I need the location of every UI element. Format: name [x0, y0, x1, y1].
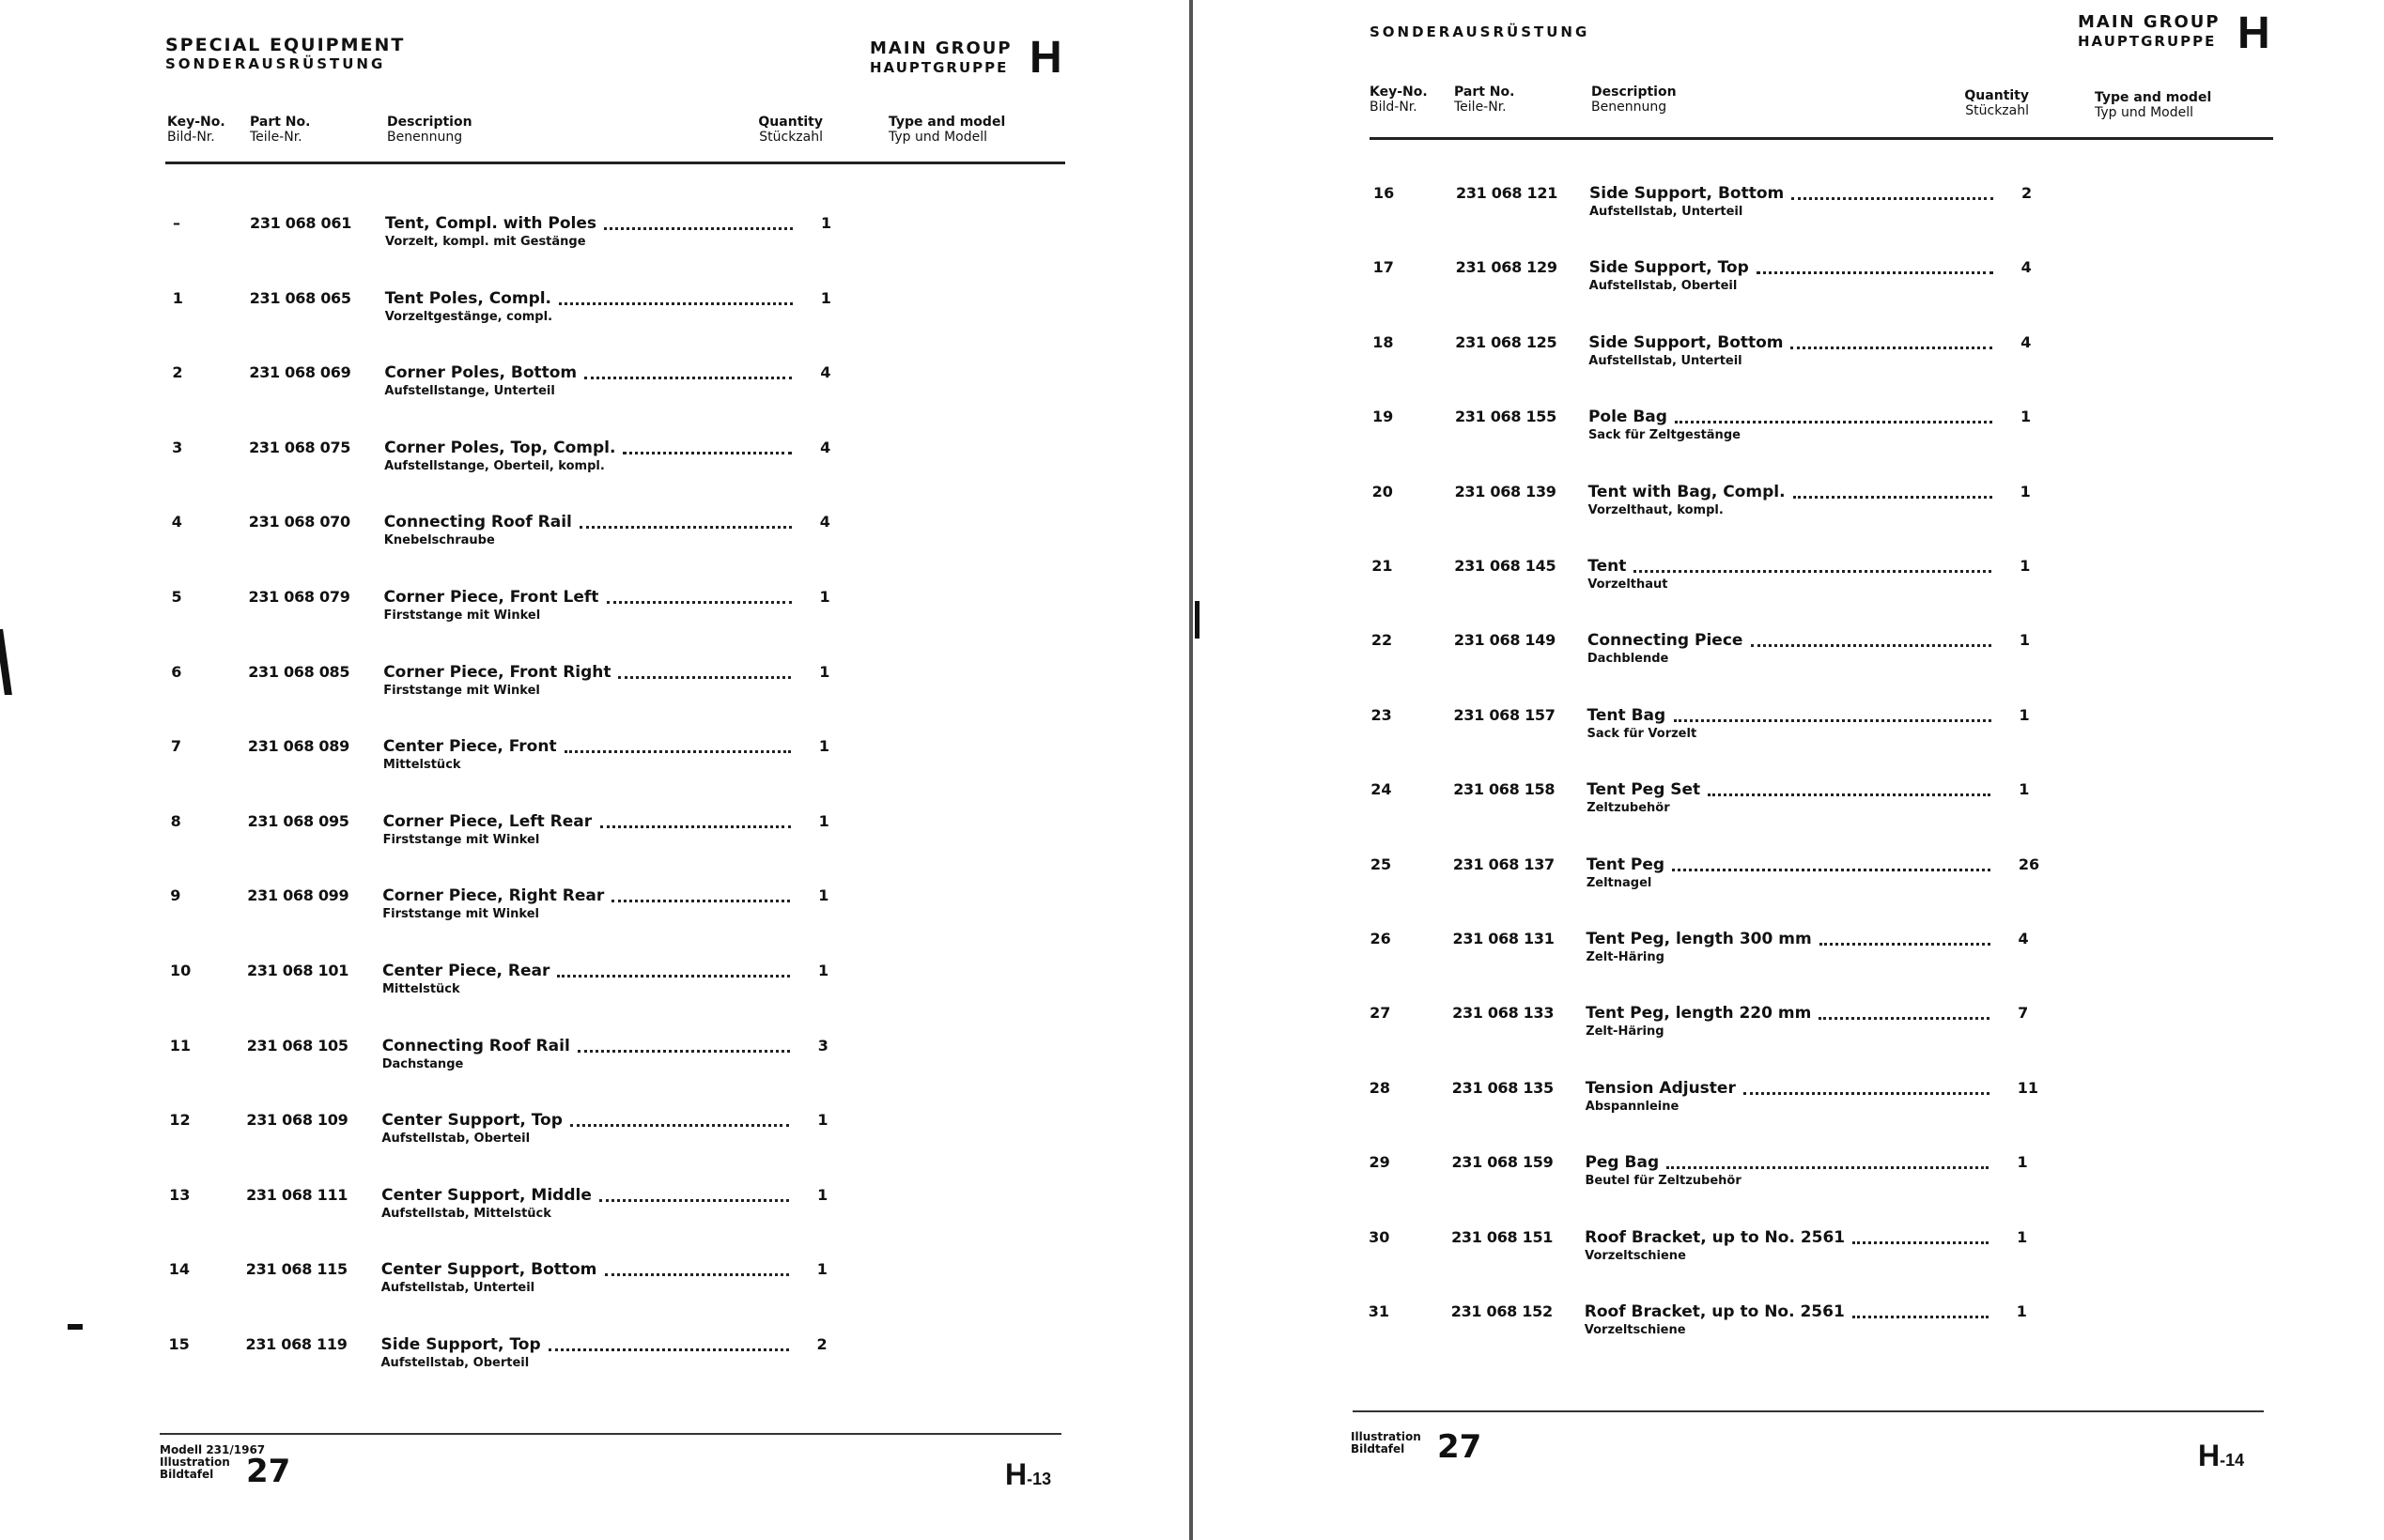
illustration-label-de: Bildtafel [160, 1468, 214, 1481]
key-number: 8 [170, 811, 181, 830]
part-number: 231 068 089 [247, 737, 349, 756]
description-en: Side Support, Bottom [1588, 332, 1784, 352]
table-row [172, 439, 1017, 495]
model-label: Modell 231/1967 [160, 1443, 266, 1456]
part-number: 231 068 119 [245, 1335, 348, 1353]
col-description: Description Benennung [1591, 85, 1677, 115]
scan-mark [68, 1324, 83, 1330]
key-number: 14 [168, 1260, 191, 1279]
key-number: 16 [1373, 184, 1395, 202]
key-number: 3 [172, 438, 183, 456]
description-de: Zeltnagel [1586, 875, 1652, 890]
footer-model [1351, 1431, 1421, 1455]
dot-leader [599, 1199, 789, 1202]
description-de: Vorzelt, kompl. mit Gestänge [385, 235, 586, 249]
quantity: 1 [2019, 631, 2031, 650]
table-row [169, 1186, 1014, 1242]
table-row [172, 513, 1017, 569]
table-row [170, 962, 1015, 1018]
table-row [169, 1111, 1014, 1167]
col-quantity: Quantity Stückzahl [1964, 88, 2029, 118]
key-number: 1 [172, 288, 183, 307]
table-row [1372, 333, 2218, 390]
section-title-de: SONDERAUSRÜSTUNG [165, 55, 386, 72]
quantity: 4 [819, 513, 830, 531]
part-number: 231 068 061 [250, 214, 352, 232]
illustration-label-de: Bildtafel [1351, 1442, 1405, 1455]
part-number: 231 068 149 [1453, 631, 1556, 650]
table-row [172, 363, 1017, 420]
part-number: 231 068 155 [1454, 408, 1556, 426]
dot-leader [600, 825, 791, 828]
description-en: Center Support, Top [381, 1111, 563, 1131]
key-number: 26 [1370, 930, 1391, 947]
description-en: Corner Piece, Front Right [383, 662, 611, 682]
key-number: 15 [168, 1335, 190, 1353]
quantity: 1 [2017, 1153, 2028, 1172]
description-en: Tent Peg Set [1587, 780, 1701, 800]
main-group-de: HAUPTGRUPPE [2078, 33, 2217, 50]
quantity: 1 [2020, 482, 2031, 500]
description-de: Dachblende [1587, 652, 1669, 667]
table-row [171, 812, 1016, 869]
key-number: 4 [171, 513, 182, 531]
col-part: Part No. Teile-Nr. [1454, 85, 1515, 115]
part-number: 231 068 121 [1456, 184, 1558, 202]
description-en: Corner Piece, Front Left [383, 588, 599, 607]
part-number: 231 068 109 [246, 1111, 348, 1130]
description-de: Beutel für Zeltzubehör [1585, 1174, 1742, 1189]
description-en: Side Support, Bottom [1589, 184, 1785, 203]
key-number: 17 [1372, 258, 1394, 277]
part-number: 231 068 065 [249, 288, 351, 307]
key-number: 5 [171, 588, 182, 606]
description-de: Vorzelthaut, kompl. [1587, 502, 1724, 517]
table-row [1369, 1302, 2214, 1359]
section-header [1370, 23, 1589, 41]
table-row [1370, 855, 2216, 912]
table-row [1370, 930, 2216, 986]
group-letter: H [2237, 8, 2270, 58]
key-number: 9 [170, 886, 181, 905]
table-row [173, 214, 1018, 270]
description-de: Aufstellstab, Unterteil [380, 1281, 535, 1296]
description-en: Connecting Piece [1587, 631, 1743, 651]
part-number: 231 068 158 [1453, 780, 1556, 799]
col-key: Key-No. Bild-Nr. [1370, 85, 1428, 115]
dot-leader [1633, 570, 1991, 573]
main-group-header [2078, 13, 2221, 51]
dot-leader [611, 900, 790, 902]
dot-leader [559, 302, 793, 305]
main-group-header [870, 39, 1013, 77]
section-title-de: SONDERAUSRÜSTUNG [1370, 23, 1590, 40]
quantity: 1 [817, 1185, 828, 1204]
dot-leader [1819, 943, 1990, 946]
dot-leader [604, 227, 793, 230]
key-number: 28 [1369, 1078, 1391, 1097]
table-row [1372, 483, 2218, 539]
table-row [1371, 706, 2217, 762]
table-row [1371, 557, 2217, 613]
col-type: Type and model Typ und Modell [2095, 90, 2212, 120]
part-number: 231 068 139 [1454, 482, 1556, 500]
part-number: 231 068 159 [1451, 1153, 1554, 1172]
dot-leader [1674, 719, 1991, 722]
quantity: 1 [816, 1260, 828, 1279]
key-number: 25 [1370, 855, 1392, 873]
description-de: Aufstellstab, Oberteil [1588, 279, 1738, 294]
key-number: 23 [1370, 705, 1392, 724]
key-number: 31 [1368, 1302, 1390, 1320]
part-number: 231 068 070 [248, 513, 350, 531]
dot-leader [1751, 644, 1991, 647]
dot-leader [1793, 496, 1992, 499]
description-de: Mittelstück [382, 758, 461, 773]
key-number: 21 [1371, 557, 1393, 575]
quantity: 1 [817, 1111, 828, 1130]
part-number: 231 068 085 [248, 662, 350, 681]
key-number: 11 [169, 1036, 191, 1055]
key-number: 13 [169, 1185, 191, 1204]
quantity: 4 [820, 438, 831, 456]
dot-leader [570, 1124, 789, 1127]
table-row [1372, 408, 2218, 464]
scan-mark [0, 629, 12, 695]
description-en: Peg Bag [1585, 1153, 1660, 1173]
description-de: Aufstellstab, Mittelstück [381, 1206, 551, 1221]
main-group-de: HAUPTGRUPPE [870, 59, 1009, 76]
quantity: 1 [2017, 1227, 2028, 1246]
description-de: Sack für Vorzelt [1587, 726, 1697, 741]
part-number: 231 068 137 [1452, 855, 1555, 873]
description-en: Roof Bracket, up to No. 2561 [1585, 1227, 1846, 1247]
page-number: H-14 [2198, 1439, 2245, 1472]
description-de: Firststange mit Winkel [382, 907, 539, 922]
description-en: Tent with Bag, Compl. [1587, 482, 1786, 501]
dot-leader [1666, 1166, 1989, 1169]
description-en: Center Piece, Front [382, 737, 557, 757]
scan-mark [1195, 601, 1200, 639]
group-letter: H [1029, 33, 1062, 83]
dot-leader [1852, 1241, 1989, 1244]
key-number: 6 [171, 662, 182, 681]
col-quantity: Quantity Stückzahl [758, 115, 823, 145]
table-row [171, 737, 1016, 793]
key-number: 7 [170, 737, 182, 756]
description-en: Side Support, Top [1588, 258, 1749, 278]
key-number: 22 [1370, 631, 1393, 650]
table-row [170, 1037, 1015, 1093]
description-de: Vorzeltgestänge, compl. [384, 309, 553, 324]
dot-leader [580, 526, 792, 529]
footer-rule [160, 1433, 1061, 1435]
quantity: 7 [2018, 1004, 2029, 1023]
table-row [1370, 1004, 2215, 1060]
quantity: 4 [2020, 332, 2032, 351]
description-de: Vorzeltschiene [1584, 1323, 1686, 1337]
dot-leader [1852, 1316, 1989, 1318]
description-de: Sack für Zeltgestänge [1587, 428, 1741, 443]
illustration-number: 27 [1437, 1428, 1482, 1466]
dot-leader [607, 601, 792, 604]
dot-leader [1790, 346, 1992, 349]
description-en: Pole Bag [1587, 408, 1667, 427]
quantity: 1 [2020, 408, 2032, 426]
description-de: Vorzelthaut [1587, 578, 1668, 592]
dot-leader [1675, 421, 1992, 424]
quantity: 1 [818, 886, 829, 905]
description-en: Center Support, Middle [381, 1185, 592, 1205]
table-row [170, 886, 1015, 943]
part-number: 231 068 079 [248, 588, 350, 606]
key-number: 2 [172, 363, 183, 382]
key-number: 29 [1369, 1153, 1390, 1172]
quantity: 2 [2021, 184, 2033, 202]
quantity: 1 [820, 288, 831, 307]
key-number: 18 [1372, 332, 1394, 351]
description-de: Zelt-Häring [1586, 950, 1664, 964]
part-number: 231 068 101 [247, 962, 349, 979]
dot-leader [557, 975, 790, 978]
quantity: 4 [820, 363, 831, 382]
description-de: Firststange mit Winkel [383, 608, 541, 623]
table-row [169, 1335, 1014, 1392]
right-page [1195, 0, 2384, 1540]
description-en: Tension Adjuster [1585, 1078, 1736, 1098]
part-number: 231 068 135 [1451, 1078, 1554, 1097]
part-number: 231 068 069 [249, 363, 351, 382]
footer-rule [1353, 1410, 2264, 1412]
quantity: 2 [816, 1335, 828, 1353]
description-en: Connecting Roof Rail [381, 1036, 570, 1055]
description-de: Zeltzubehör [1587, 801, 1670, 816]
dot-leader [1819, 1017, 1989, 1020]
description-en: Tent Peg, length 300 mm [1586, 930, 1812, 948]
part-number: 231 068 075 [249, 438, 351, 456]
description-en: Corner Piece, Left Rear [382, 811, 593, 831]
key-number: 27 [1370, 1004, 1391, 1023]
key-number: 12 [169, 1111, 191, 1130]
quantity: 11 [2017, 1078, 2039, 1097]
part-number: 231 068 095 [247, 811, 349, 830]
key-number: 30 [1369, 1227, 1390, 1246]
header-rule [165, 162, 1065, 164]
part-number: 231 068 152 [1450, 1302, 1553, 1320]
table-row [172, 588, 1017, 644]
dot-leader [605, 1273, 789, 1276]
part-number: 231 068 157 [1453, 705, 1556, 724]
quantity: 1 [2020, 557, 2031, 575]
dot-leader [1743, 1092, 1989, 1095]
description-en: Corner Poles, Bottom [384, 363, 578, 383]
main-group-en: MAIN GROUP [870, 38, 1013, 58]
description-de: Aufstellstab, Unterteil [1588, 353, 1742, 368]
table-row [171, 663, 1016, 719]
description-en: Tent, Compl. with Poles [385, 214, 597, 233]
key-number: 10 [170, 962, 192, 979]
description-de: Aufstellstange, Oberteil, kompl. [384, 458, 605, 473]
part-number: 231 068 129 [1455, 258, 1557, 277]
dot-leader [549, 1348, 789, 1351]
dot-leader [1757, 271, 1993, 274]
section-title-en: SPECIAL EQUIPMENT [165, 35, 406, 55]
part-number: 231 068 151 [1451, 1227, 1554, 1246]
description-de: Vorzeltschiene [1585, 1248, 1686, 1263]
left-page [0, 0, 1185, 1540]
dot-leader [584, 377, 792, 379]
description-de: Aufstellstab, Unterteil [1589, 205, 1743, 219]
description-en: Tent [1587, 557, 1627, 576]
quantity: 26 [2018, 855, 2040, 873]
description-en: Center Piece, Rear [382, 962, 550, 980]
table-row [169, 1260, 1014, 1317]
quantity: 3 [817, 1036, 828, 1055]
dot-leader [1791, 197, 1993, 200]
description-en: Corner Poles, Top, Compl. [384, 438, 616, 457]
description-en: Tent Peg, length 220 mm [1586, 1004, 1812, 1024]
dot-leader [1708, 793, 1990, 796]
dot-leader [565, 750, 791, 753]
part-number: 231 068 131 [1452, 930, 1555, 947]
description-de: Abspannleine [1585, 1099, 1680, 1114]
part-number: 231 068 105 [246, 1036, 348, 1055]
col-description: Description Benennung [387, 115, 472, 145]
part-number: 231 068 115 [245, 1260, 348, 1279]
quantity: 1 [819, 588, 830, 606]
table-row [1370, 1079, 2215, 1135]
col-key: Key-No. Bild-Nr. [167, 115, 225, 145]
part-number: 231 068 111 [246, 1185, 348, 1204]
table-row [1373, 258, 2219, 315]
description-de: Firststange mit Winkel [383, 683, 540, 698]
description-de: Firststange mit Winkel [382, 832, 540, 847]
description-de: Aufstellstab, Oberteil [381, 1132, 531, 1147]
key-number: – [173, 214, 180, 232]
description-en: Side Support, Top [380, 1335, 541, 1354]
quantity: 1 [818, 811, 829, 830]
description-de: Dachstange [381, 1056, 464, 1071]
dot-leader [623, 452, 792, 454]
section-header [165, 36, 405, 73]
description-en: Tent Poles, Compl. [384, 288, 552, 308]
description-en: Tent Peg [1586, 855, 1665, 874]
table-row [1371, 631, 2217, 687]
description-de: Mittelstück [382, 982, 460, 996]
table-row [173, 289, 1018, 346]
page-number: H-13 [1005, 1457, 1052, 1491]
description-en: Tent Bag [1587, 705, 1666, 725]
description-en: Connecting Roof Rail [383, 513, 572, 532]
quantity: 4 [2020, 258, 2032, 277]
description-en: Roof Bracket, up to No. 2561 [1584, 1302, 1845, 1321]
dot-leader [578, 1050, 790, 1053]
key-number: 20 [1371, 482, 1393, 500]
quantity: 1 [2016, 1302, 2027, 1320]
quantity: 4 [2018, 930, 2029, 947]
part-number: 231 068 125 [1455, 332, 1557, 351]
key-number: 24 [1370, 780, 1392, 799]
description-de: Knebelschraube [383, 533, 495, 548]
quantity: 1 [818, 737, 830, 756]
illustration-label-en: Illustration [160, 1455, 230, 1469]
table-row [1369, 1153, 2214, 1209]
quantity: 1 [821, 214, 832, 232]
part-number: 231 068 099 [247, 886, 349, 905]
quantity: 1 [819, 662, 830, 681]
col-part: Part No. Teile-Nr. [250, 115, 311, 145]
table-row [1373, 184, 2219, 240]
description-de: Aufstellstange, Unterteil [384, 384, 555, 399]
description-en: Corner Piece, Right Rear [382, 886, 605, 906]
col-type: Type and model Typ und Modell [889, 115, 1006, 145]
dot-leader [1672, 869, 1990, 871]
description-en: Center Support, Bottom [380, 1260, 597, 1280]
table-row [1369, 1228, 2214, 1285]
quantity: 1 [818, 962, 829, 979]
main-group-en: MAIN GROUP [2078, 12, 2221, 32]
table-row [1370, 780, 2216, 837]
illustration-label-en: Illustration [1351, 1430, 1421, 1443]
quantity: 1 [2019, 780, 2030, 799]
part-number: 231 068 145 [1454, 557, 1556, 575]
key-number: 19 [1371, 408, 1394, 426]
description-de: Aufstellstab, Oberteil [380, 1356, 530, 1370]
illustration-number: 27 [246, 1453, 291, 1490]
quantity: 1 [2019, 705, 2030, 724]
part-number: 231 068 133 [1452, 1004, 1555, 1023]
page-gutter [1189, 0, 1193, 1540]
description-de: Zelt-Häring [1586, 1024, 1664, 1040]
header-rule [1370, 137, 2273, 140]
dot-leader [618, 676, 791, 679]
